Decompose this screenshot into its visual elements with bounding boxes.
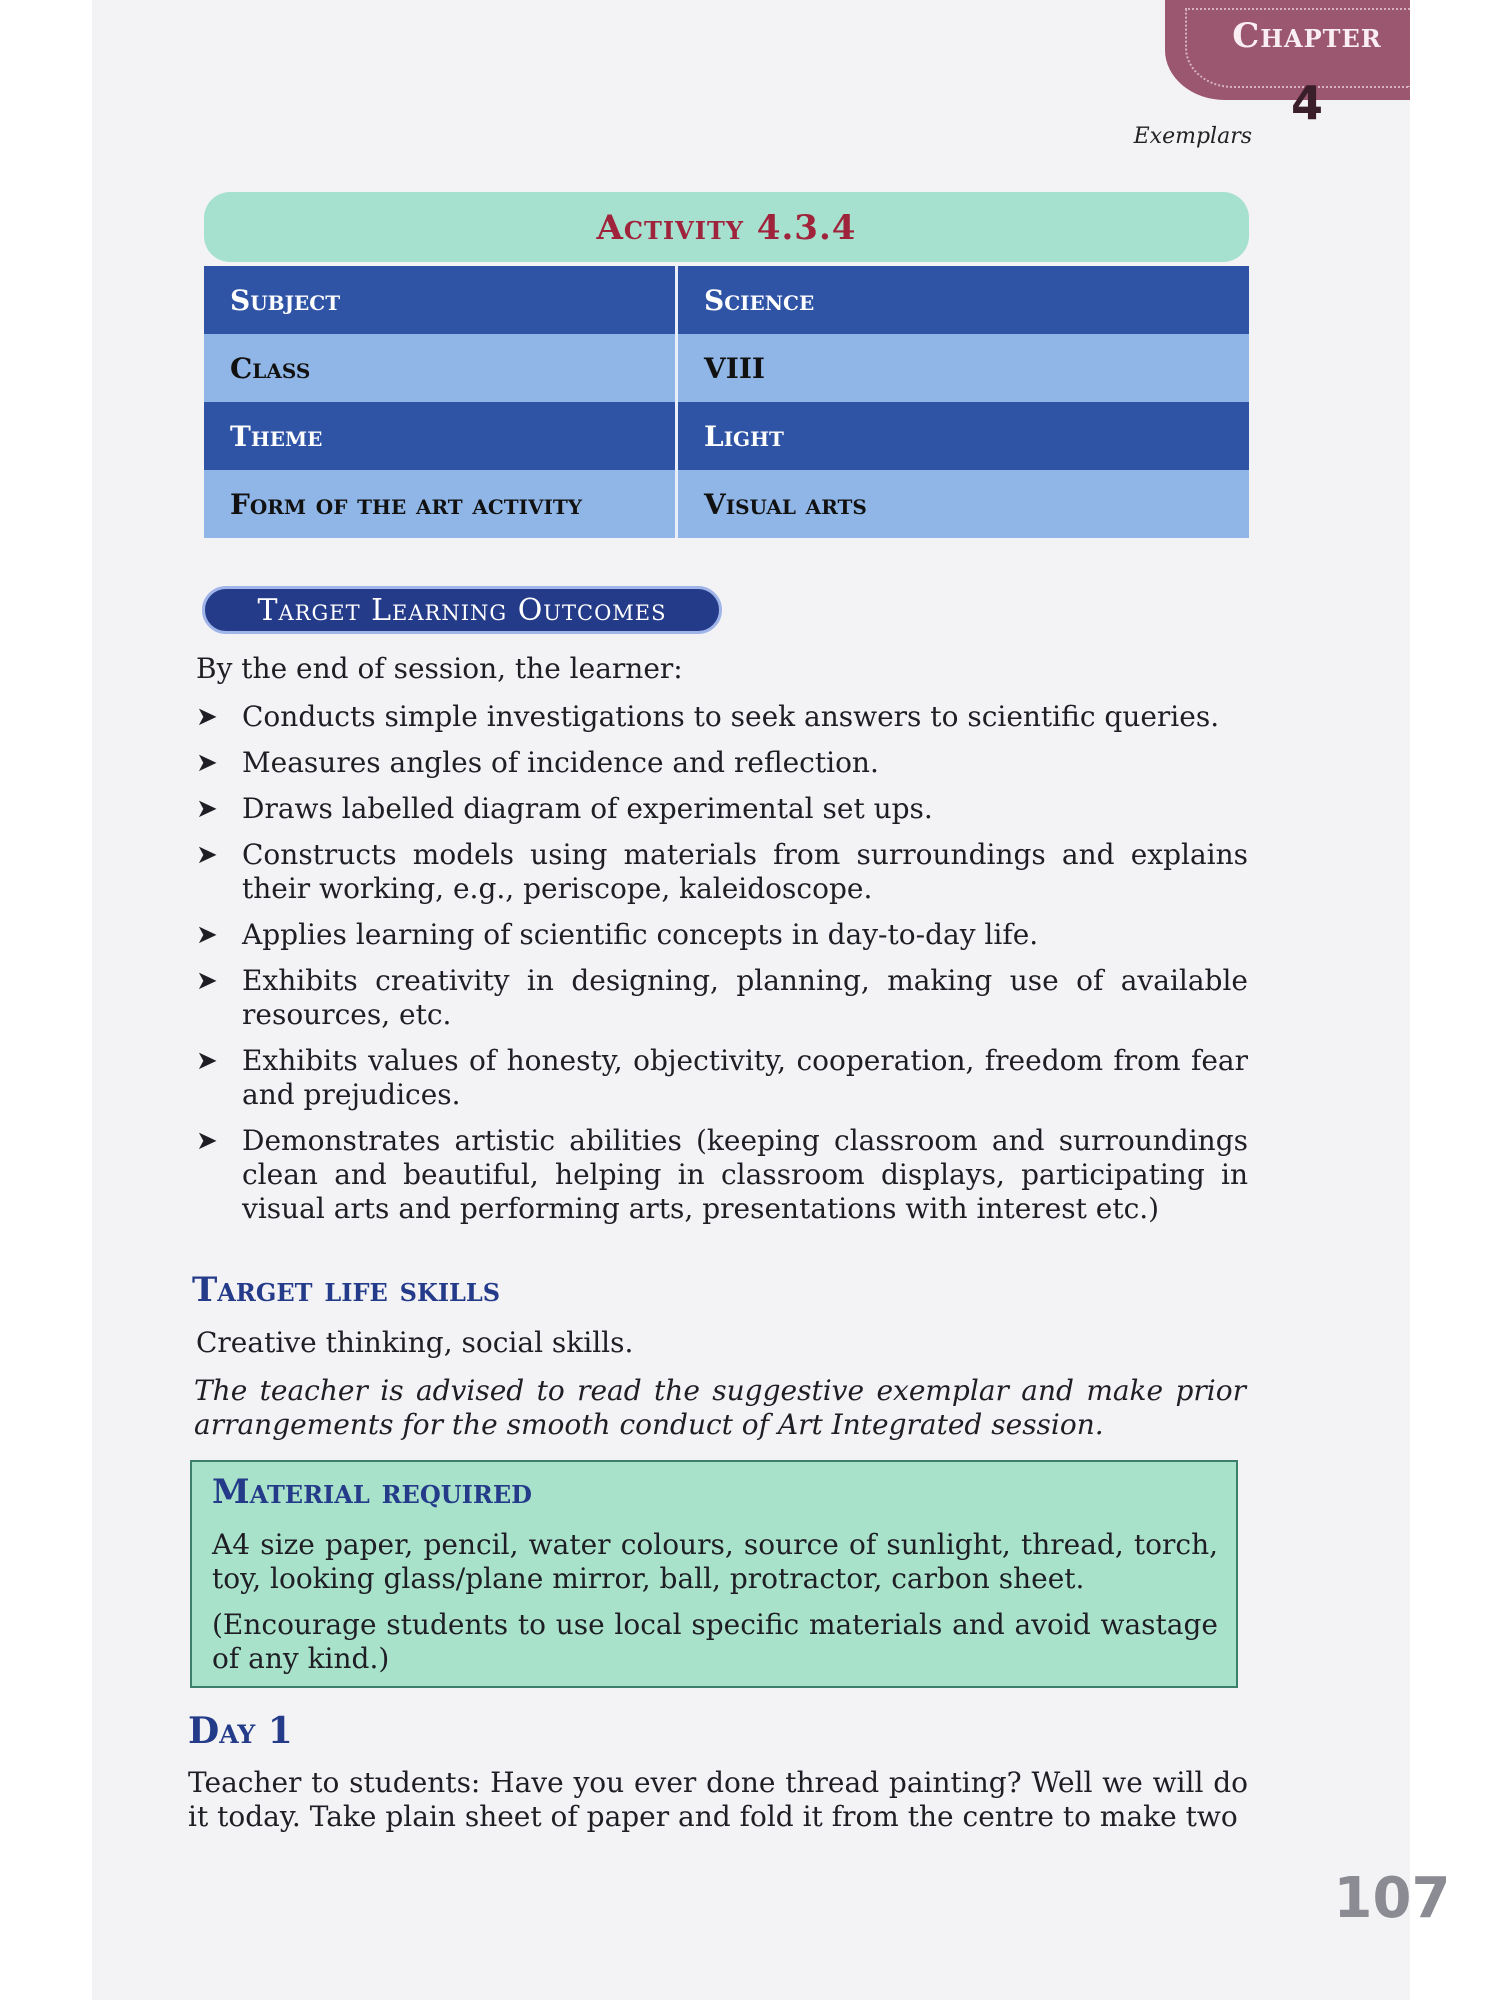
arrow-bullet-icon: ➤ <box>196 1046 218 1076</box>
material-box <box>190 1460 1238 1688</box>
arrow-bullet-icon: ➤ <box>196 794 218 824</box>
activity-info-table <box>204 266 1249 538</box>
list-item <box>196 700 1248 734</box>
list-item <box>196 838 1248 906</box>
page <box>92 0 1451 2000</box>
info-value: Visual arts <box>704 487 867 521</box>
outcome-text: Demonstrates artistic abilities (keeping classroom and surroundings clean and beautiful, helping in classroom displays, participating in visual arts and performing arts, presentations with interest etc.) <box>242 1124 1248 1225</box>
material-list: A4 size paper, pencil, water colours, source of sunlight, thread, torch, toy, looking glass/plane mirror, ball, protractor, carbon sheet. <box>212 1528 1218 1595</box>
running-head: Exemplars <box>1133 124 1252 149</box>
learning-outcomes-heading: Target Learning Outcomes <box>202 586 722 634</box>
list-item <box>196 918 1248 952</box>
activity-header <box>204 192 1249 262</box>
info-label: Theme <box>204 402 678 470</box>
outcome-text: Exhibits creativity in designing, planning, making use of available resources, etc. <box>242 964 1248 1031</box>
arrow-bullet-icon: ➤ <box>196 966 218 996</box>
outcome-text: Draws labelled diagram of experimental set ups. <box>242 792 933 825</box>
outcome-text: Conducts simple investigations to seek answers to scientific queries. <box>242 700 1220 733</box>
arrow-bullet-icon: ➤ <box>196 1126 218 1156</box>
info-value: VIII <box>704 351 766 385</box>
life-skills-heading: Target life skills <box>192 1270 501 1310</box>
list-item <box>196 964 1248 1032</box>
list-item <box>196 746 1248 780</box>
life-skills-text: Creative thinking, social skills. <box>196 1326 634 1359</box>
info-label: Class <box>204 334 678 402</box>
chapter-number: 4 <box>1290 76 1323 130</box>
info-row-class <box>204 334 1249 402</box>
chapter-label: Chapter <box>1232 16 1382 56</box>
list-item <box>196 1044 1248 1112</box>
list-item <box>196 792 1248 826</box>
outcome-text: Applies learning of scientific concepts in day-to-day life. <box>242 918 1039 951</box>
outcome-text: Measures angles of incidence and reflection. <box>242 746 879 779</box>
material-heading: Material required <box>212 1472 532 1512</box>
info-value: Science <box>704 283 815 317</box>
activity-title: Activity 4.3.4 <box>596 208 857 248</box>
info-label: Form of the art activity <box>204 470 678 538</box>
info-row-subject <box>204 266 1249 334</box>
outcomes-intro: By the end of session, the learner: <box>196 652 683 685</box>
info-row-form <box>204 470 1249 538</box>
material-note: (Encourage students to use local specific materials and avoid wastage of any kind.) <box>212 1608 1218 1675</box>
list-item <box>196 1124 1248 1226</box>
info-row-theme <box>204 402 1249 470</box>
day-1-text: Teacher to students: Have you ever done thread painting? Well we will do it today. Take plain sheet of paper and fold it from the centre to make two <box>188 1766 1248 1833</box>
page-number: 107 <box>1333 1866 1451 1931</box>
arrow-bullet-icon: ➤ <box>196 702 218 732</box>
outcome-text: Exhibits values of honesty, objectivity, cooperation, freedom from fear and prejudices. <box>242 1044 1248 1111</box>
outcome-text: Constructs models using materials from surroundings and explains their working, e.g., periscope, kaleidoscope. <box>242 838 1248 905</box>
info-label: Subject <box>204 266 678 334</box>
teacher-advice: The teacher is advised to read the suggestive exemplar and make prior arrangements for the smooth conduct of Art Integrated session. <box>194 1374 1246 1441</box>
arrow-bullet-icon: ➤ <box>196 840 218 870</box>
outcomes-list <box>196 700 1248 1238</box>
arrow-bullet-icon: ➤ <box>196 748 218 778</box>
day-1-heading: Day 1 <box>188 1710 293 1752</box>
info-value: Light <box>704 419 784 453</box>
arrow-bullet-icon: ➤ <box>196 920 218 950</box>
